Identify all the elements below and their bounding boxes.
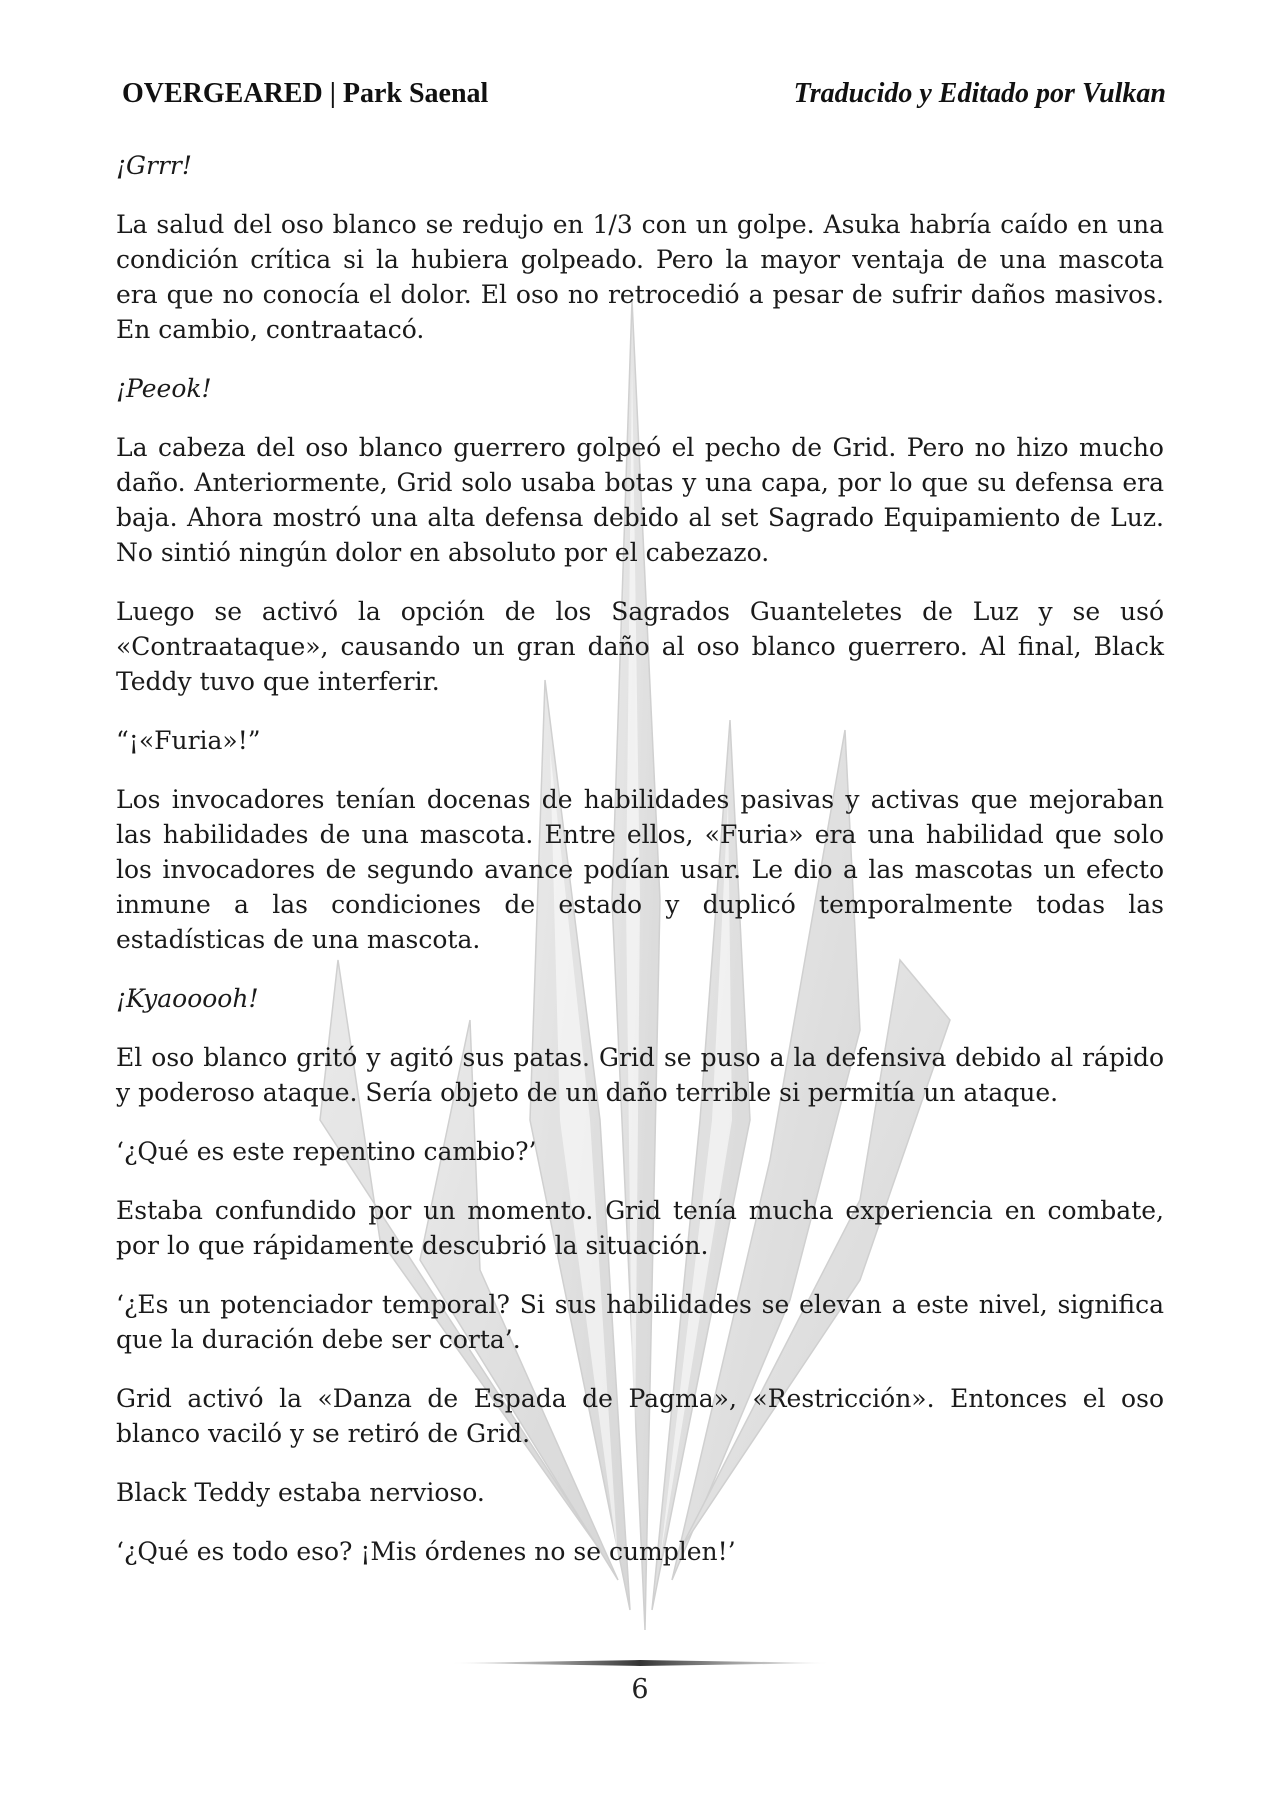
paragraph: ‘¿Es un potenciador temporal? Si sus habilidades se elevan a este nivel, significa que la duración debe ser corta’. xyxy=(116,1290,1164,1354)
paragraph: Luego se activó la opción de los Sagrados Guanteletes de Luz y se usó «Contraataque», causando un gran daño al oso blanco guerrero. Al final, Black Teddy tuvo que interferir. xyxy=(116,597,1164,696)
paragraph: ¡Grrr! xyxy=(116,151,192,180)
paragraph: ¡Kyaooooh! xyxy=(116,984,259,1013)
paragraph: ¡Peeok! xyxy=(116,374,212,403)
paragraph: Los invocadores tenían docenas de habilidades pasivas y activas que mejoraban las habilidades de una mascota. Entre ellos, «Furia» era una habilidad que solo los invocadores de segundo avance podían usar. Le dio a las mascotas un efecto inmune a las condiciones de estado y duplicó temporalmente todas las estadísticas de una mascota. xyxy=(116,785,1164,954)
page-number: 6 xyxy=(631,1674,649,1705)
page-header xyxy=(122,74,1166,114)
header-book-title: OVERGEARED | Park Saenal xyxy=(122,78,489,109)
paragraph: “¡«Furia»!” xyxy=(116,726,261,755)
paragraph: Grid activó la «Danza de Espada de Pagma», «Restricción». Entonces el oso blanco vaciló y se retiró de Grid. xyxy=(116,1384,1164,1448)
paragraph: ‘¿Qué es todo eso? ¡Mis órdenes no se cumplen!’ xyxy=(116,1537,736,1566)
paragraph: La salud del oso blanco se redujo en 1/3 con un golpe. Asuka habría caído en una condición crítica si la hubiera golpeado. Pero la mayor ventaja de una mascota era que no conocía el dolor. El oso no retrocedió a pesar de sufrir daños masivos. En cambio, contraatacó. xyxy=(116,210,1164,344)
page-body xyxy=(116,148,1164,1593)
paragraph: ‘¿Qué es este repentino cambio?’ xyxy=(116,1137,537,1166)
paragraph: El oso blanco gritó y agitó sus patas. Grid se puso a la defensiva debido al rápido y poderoso ataque. Sería objeto de un daño terrible si permitía un ataque. xyxy=(116,1043,1164,1107)
paragraph: Estaba confundido por un momento. Grid tenía mucha experiencia en combate, por lo que rápidamente descubrió la situación. xyxy=(116,1196,1164,1260)
footer-divider xyxy=(450,1660,830,1666)
page-footer xyxy=(0,1660,1280,1705)
paragraph: Black Teddy estaba nervioso. xyxy=(116,1478,485,1507)
paragraph: La cabeza del oso blanco guerrero golpeó el pecho de Grid. Pero no hizo mucho daño. Anteriormente, Grid solo usaba botas y una capa, por lo que su defensa era baja. Ahora mostró una alta defensa debido al set Sagrado Equipamiento de Luz. No sintió ningún dolor en absoluto por el cabezazo. xyxy=(116,433,1164,567)
header-credits: Traducido y Editado por Vulkan xyxy=(793,78,1166,109)
